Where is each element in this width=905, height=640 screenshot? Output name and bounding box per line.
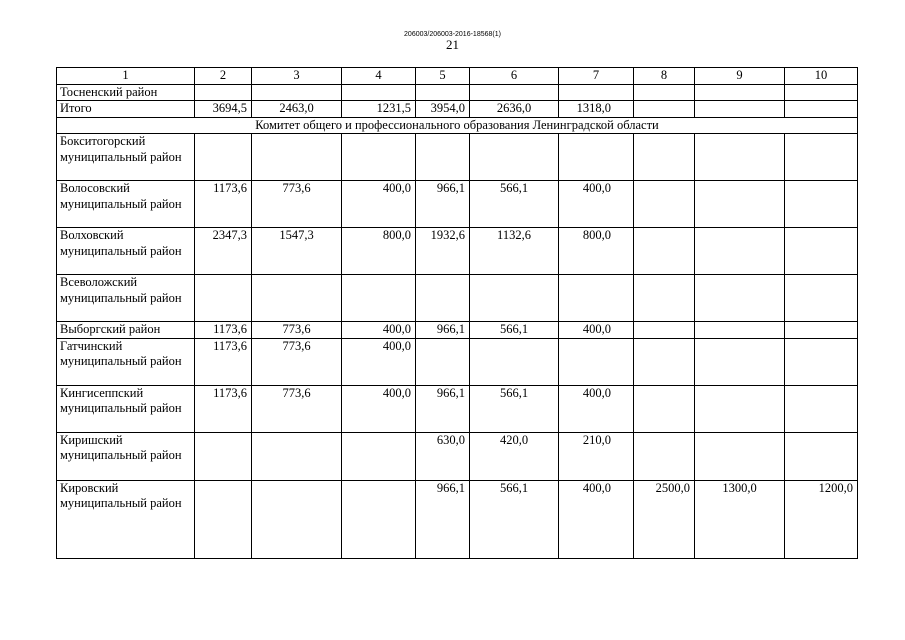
table-cell bbox=[342, 432, 416, 480]
table-cell: 966,1 bbox=[416, 322, 470, 339]
table-cell bbox=[695, 228, 785, 275]
table-cell: 2500,0 bbox=[634, 480, 695, 558]
table-cell: 630,0 bbox=[416, 432, 470, 480]
table-cell bbox=[195, 432, 252, 480]
table-cell bbox=[785, 432, 858, 480]
district-name: Выборгский район bbox=[57, 322, 195, 339]
column-number: 2 bbox=[195, 68, 252, 85]
table-cell: 1932,6 bbox=[416, 228, 470, 275]
table-row bbox=[57, 480, 858, 558]
table-cell bbox=[559, 84, 634, 101]
table-cell: 966,1 bbox=[416, 480, 470, 558]
table-cell: 2636,0 bbox=[470, 101, 559, 118]
column-number: 10 bbox=[785, 68, 858, 85]
district-name: Кингисеппский муниципальный район bbox=[57, 385, 195, 432]
table-cell bbox=[634, 432, 695, 480]
table-cell bbox=[785, 101, 858, 118]
district-name: Всеволожский муниципальный район bbox=[57, 275, 195, 322]
table-cell: 1173,6 bbox=[195, 181, 252, 228]
table-cell bbox=[785, 322, 858, 339]
table-cell bbox=[695, 134, 785, 181]
table-cell bbox=[785, 228, 858, 275]
table-cell bbox=[252, 275, 342, 322]
table-cell: 3954,0 bbox=[416, 101, 470, 118]
table-cell bbox=[634, 101, 695, 118]
table-cell: 400,0 bbox=[559, 322, 634, 339]
district-name: Гатчинский муниципальный район bbox=[57, 338, 195, 385]
table-cell bbox=[695, 432, 785, 480]
column-number: 4 bbox=[342, 68, 416, 85]
table-cell bbox=[342, 275, 416, 322]
table-cell bbox=[342, 84, 416, 101]
column-number: 7 bbox=[559, 68, 634, 85]
table-cell bbox=[195, 84, 252, 101]
table-cell: 966,1 bbox=[416, 385, 470, 432]
table-cell: 566,1 bbox=[470, 181, 559, 228]
table-cell bbox=[559, 134, 634, 181]
table-cell: 1318,0 bbox=[559, 101, 634, 118]
total-row bbox=[57, 101, 858, 118]
table-cell bbox=[634, 134, 695, 181]
section-row bbox=[57, 117, 858, 134]
table-cell: 3694,5 bbox=[195, 101, 252, 118]
table-cell: 773,6 bbox=[252, 181, 342, 228]
table-cell bbox=[416, 84, 470, 101]
district-name: Кировский муниципальный район bbox=[57, 480, 195, 558]
table-cell bbox=[785, 338, 858, 385]
district-name: Волховский муниципальный район bbox=[57, 228, 195, 275]
table-cell: 966,1 bbox=[416, 181, 470, 228]
district-name: Волосовский муниципальный район bbox=[57, 181, 195, 228]
column-number: 1 bbox=[57, 68, 195, 85]
table-cell bbox=[634, 84, 695, 101]
table-cell bbox=[342, 134, 416, 181]
table-cell bbox=[785, 181, 858, 228]
table-cell: 1231,5 bbox=[342, 101, 416, 118]
table-cell: 400,0 bbox=[342, 322, 416, 339]
table-cell: 566,1 bbox=[470, 322, 559, 339]
table-cell bbox=[785, 385, 858, 432]
table-cell: 2463,0 bbox=[252, 101, 342, 118]
table-row bbox=[57, 181, 858, 228]
table-cell bbox=[785, 134, 858, 181]
table-cell bbox=[634, 338, 695, 385]
table-cell: 800,0 bbox=[559, 228, 634, 275]
column-number: 5 bbox=[416, 68, 470, 85]
table-cell: 1132,6 bbox=[470, 228, 559, 275]
table-cell bbox=[252, 480, 342, 558]
table-cell: 1173,6 bbox=[195, 338, 252, 385]
district-name: Тосненский район bbox=[57, 84, 195, 101]
table-row bbox=[57, 322, 858, 339]
table-cell bbox=[785, 84, 858, 101]
table-cell: 400,0 bbox=[342, 338, 416, 385]
district-name: Бокситогорский муниципальный район bbox=[57, 134, 195, 181]
table-cell bbox=[634, 275, 695, 322]
table-row bbox=[57, 432, 858, 480]
table-cell: 566,1 bbox=[470, 480, 559, 558]
table-cell bbox=[470, 275, 559, 322]
table-cell bbox=[634, 181, 695, 228]
table-row bbox=[57, 385, 858, 432]
table-cell bbox=[252, 432, 342, 480]
column-number-row bbox=[57, 68, 858, 85]
table-cell: 420,0 bbox=[470, 432, 559, 480]
table-cell bbox=[785, 275, 858, 322]
table-cell bbox=[695, 385, 785, 432]
column-number: 8 bbox=[634, 68, 695, 85]
table-cell bbox=[252, 134, 342, 181]
table-row bbox=[57, 228, 858, 275]
table-row bbox=[57, 84, 858, 101]
column-number: 9 bbox=[695, 68, 785, 85]
table-cell: 1300,0 bbox=[695, 480, 785, 558]
table-cell bbox=[695, 275, 785, 322]
table-cell bbox=[634, 322, 695, 339]
table-cell bbox=[470, 134, 559, 181]
table-row bbox=[57, 275, 858, 322]
column-number: 3 bbox=[252, 68, 342, 85]
table-cell bbox=[695, 338, 785, 385]
table-cell bbox=[470, 84, 559, 101]
table-cell: 800,0 bbox=[342, 228, 416, 275]
table-cell bbox=[695, 322, 785, 339]
table-cell: 1173,6 bbox=[195, 322, 252, 339]
section-title: Комитет общего и профессионального образования Ленинградской области bbox=[57, 117, 858, 134]
table-cell bbox=[195, 480, 252, 558]
column-number: 6 bbox=[470, 68, 559, 85]
table-cell: 400,0 bbox=[559, 480, 634, 558]
table-cell: 400,0 bbox=[559, 181, 634, 228]
table-row bbox=[57, 134, 858, 181]
table-cell: 773,6 bbox=[252, 322, 342, 339]
table-cell bbox=[695, 181, 785, 228]
table-cell bbox=[470, 338, 559, 385]
table-cell: 566,1 bbox=[470, 385, 559, 432]
table-cell bbox=[416, 134, 470, 181]
table-cell bbox=[695, 101, 785, 118]
table-cell: 400,0 bbox=[559, 385, 634, 432]
table-cell bbox=[416, 338, 470, 385]
table-cell: 1547,3 bbox=[252, 228, 342, 275]
district-name: Киришский муниципальный район bbox=[57, 432, 195, 480]
table-cell bbox=[559, 338, 634, 385]
table-cell: 2347,3 bbox=[195, 228, 252, 275]
table-cell bbox=[695, 84, 785, 101]
table-cell: 773,6 bbox=[252, 385, 342, 432]
table-cell bbox=[416, 275, 470, 322]
data-table bbox=[56, 67, 858, 559]
table-cell: 773,6 bbox=[252, 338, 342, 385]
page-number: 21 bbox=[446, 37, 459, 52]
table-cell bbox=[252, 84, 342, 101]
total-label: Итого bbox=[57, 101, 195, 118]
table-cell: 1200,0 bbox=[785, 480, 858, 558]
table-cell bbox=[634, 228, 695, 275]
table-row bbox=[57, 338, 858, 385]
table-cell: 210,0 bbox=[559, 432, 634, 480]
table-cell bbox=[342, 480, 416, 558]
table-cell bbox=[559, 275, 634, 322]
table-cell bbox=[195, 134, 252, 181]
table-cell: 1173,6 bbox=[195, 385, 252, 432]
table-cell bbox=[195, 275, 252, 322]
table-cell bbox=[634, 385, 695, 432]
table-cell: 400,0 bbox=[342, 385, 416, 432]
document-code: 206003/206003-2016-18568(1) bbox=[404, 31, 501, 38]
table-cell: 400,0 bbox=[342, 181, 416, 228]
